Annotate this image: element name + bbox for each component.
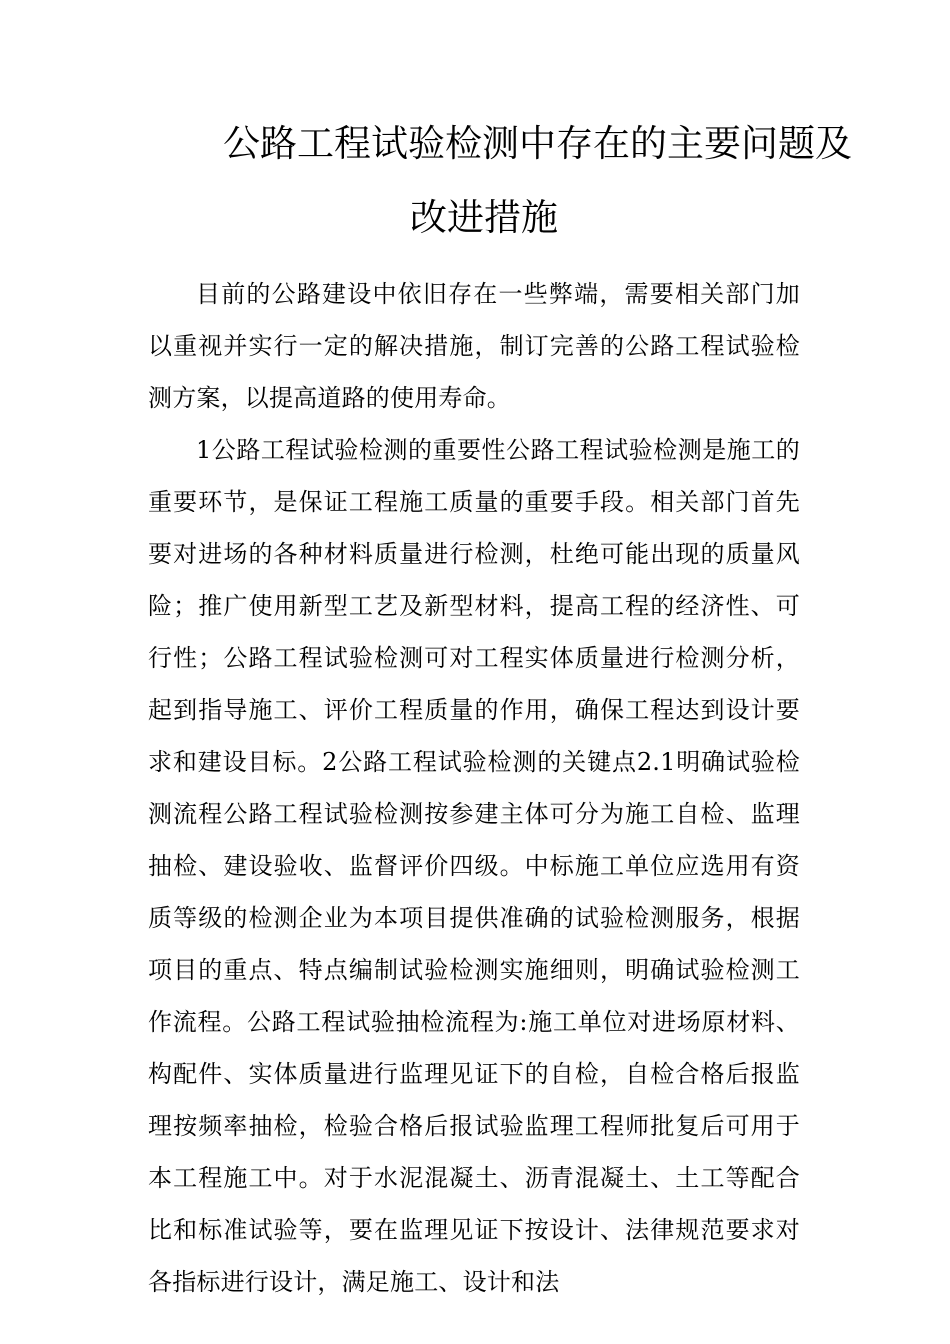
- body-paragraph-main: 1公路工程试验检测的重要性公路工程试验检测是施工的重要环节，是保证工程施工质量的重要手段。相关部门首先要对进场的各种材料质量进行检测，杜绝可能出现的质量风险；推广使用新型工艺及新型材料，提高工程的经济性、可行性；公路工程试验检测可对工程实体质量进行检测分析，起到指导施工、评价工程质量的作用，确保工程达到设计要求和建设目标。2公路工程试验检测的关键点2.1明确试验检测流程公路工程试验检测按参建主体可分为施工自检、监理抽检、建设验收、监督评价四级。中标施工单位应选用有资质等级的检测企业为本项目提供准确的试验检测服务，根据项目的重点、特点编制试验检测实施细则，明确试验检测工作流程。公路工程试验抽检流程为:施工单位对进场原材料、构配件、实体质量进行监理见证下的自检，自检合格后报监理按频率抽检，检验合格后报试验监理工程师批复后可用于本工程施工中。对于水泥混凝土、沥青混凝土、土工等配合比和标准试验等，要在监理见证下按设计、法律规范要求对各指标进行设计，满足施工、设计和法: [148, 436, 800, 1296]
- document-title-line-2: 改进措施: [410, 196, 558, 239]
- body-paragraph-intro: 目前的公路建设中依旧存在一些弊端，需要相关部门加以重视并实行一定的解决措施，制订完善的公路工程试验检测方案，以提高道路的使用寿命。: [148, 280, 800, 412]
- document-title-line-1: 公路工程试验检测中存在的主要问题及: [223, 122, 852, 165]
